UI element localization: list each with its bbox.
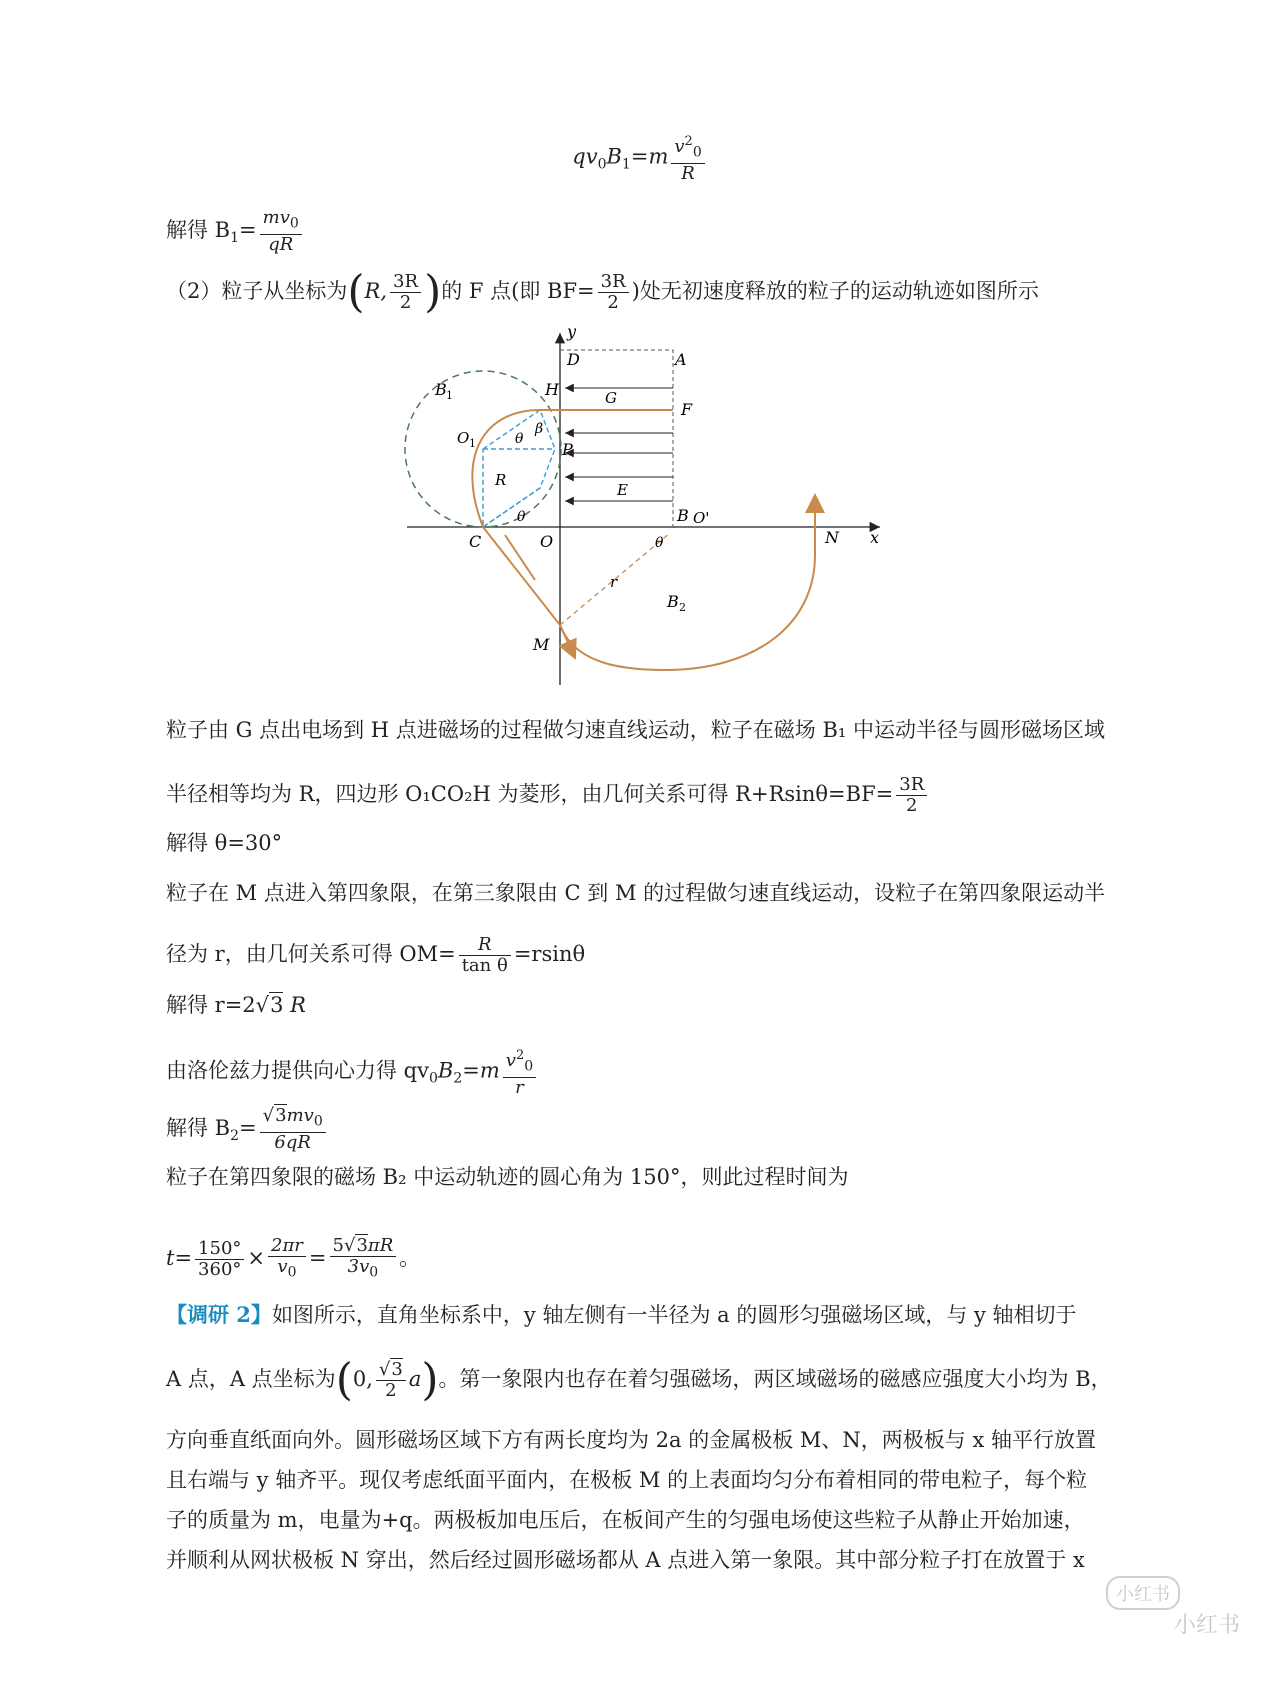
label-o: O [540,532,554,551]
label-e: E [617,481,628,499]
label-b2: B [667,592,679,611]
label-n: N [825,528,839,547]
label-x: x [870,528,880,547]
label-theta-3: θ [655,535,664,551]
question-tag: 【调研 2】 [166,1302,272,1327]
solution-theta: 解得 θ=30° [166,831,283,855]
label-m: M [533,635,550,654]
label-beta: β [535,421,544,437]
watermark-logo: 小红书 [1106,1576,1180,1610]
paragraph-3: 由洛伦兹力提供向心力得 $qv_0B_2=m$ $\frac{v^2_0}{r}$ [166,1046,539,1098]
label-y: y [567,325,577,341]
label-h: H [545,380,559,399]
paragraph-4: 粒子在第四象限的磁场 B₂ 中运动轨迹的圆心角为 150°，则此过程时间为 [166,1165,849,1189]
label-o1: O [457,429,470,447]
paragraph-1-line-1: 粒子由 G 点出电场到 H 点进磁场的过程做匀速直线运动，粒子在磁场 B₁ 中运动半径与圆形磁场区域 [166,718,1105,742]
label-r-small: r [610,573,618,591]
question-2-line-1: 【调研 2】如图所示，直角坐标系中，y 轴左侧有一半径为 a 的圆形匀强磁场区域，与 y 轴相切于 [166,1302,1077,1327]
label-b: B [677,506,689,525]
question-2-line-5: 子的质量为 m，电量为+q。两极板加电压后，在板间产生的匀强电场使这些粒子从静止开始加速， [166,1508,1085,1532]
paragraph-1-line-2: 半径相等均为 R，四边形 O₁CO₂H 为菱形，由几何关系可得 R+Rsinθ=BF= $\frac{3R}{2}$ [166,775,930,816]
solution-r: 解得 r=2√3 R [166,993,306,1017]
label-o-prime: O' [693,509,710,527]
question-2-line-2: A 点，A 点坐标为(0, $\frac{√3}{2}$ a)。第一象限内也存在着匀强磁场，两区域磁场的磁感应强度大小均为 B， [166,1354,1112,1406]
watermark-text: 小红书 [1173,1613,1240,1638]
label-a: A [675,350,687,369]
label-o1-sub: 1 [469,437,476,450]
label-b1-sub: 1 [446,389,453,402]
equation-force-b1: $qv_0B_1=m$ $\frac{v^2_0}{R}$ [0,132,1280,184]
label-p: P [562,440,573,459]
paragraph-2-line-1: 粒子在 M 点进入第四象限，在第三象限由 C 到 M 的过程做匀速直线运动，设粒子在第四象限运动半 [166,881,1106,905]
question-2-line-3: 方向垂直纸面向外。圆形磁场区域下方有两长度均为 2a 的金属极板 M、N，两极板与 x 轴平行放置 [166,1428,1096,1452]
label-d: D [567,350,580,369]
paragraph-2-line-2: 径为 r，由几何关系可得 OM= $\frac{R}{\text{tan θ}}$ =rsinθ [166,934,586,976]
label-theta-1: θ [515,431,524,447]
label-b1: B [435,380,447,399]
trajectory-diagram [395,325,905,705]
solution-b1: 解得 $B_1=$ $\frac{mv_0}{qR}$ [166,208,305,255]
equation-time: t= $\frac{150^\circ}{360^\circ}$ × $\frac{2\pi r}{v_0}$ = $\frac{5√3\pi R}{3v_0}$ 。 [166,1235,421,1281]
solution-b2: 解得 $B_2=$ $\frac{√3mv_0}{6qR}$ [166,1106,329,1153]
question-2-line-4: 且右端与 y 轴齐平。现仅考虑纸面平面内，在极板 M 的上表面均匀分布着相同的带电粒子，每个粒 [166,1468,1088,1492]
part2-statement: （2）粒子从坐标为(R, $\frac{3R}{2}$ )的 F 点(即 BF= $\frac{3R}{2}$ )处无初速度释放的粒子的运动轨迹如图所示 [166,266,1039,318]
label-c: C [469,532,482,551]
label-r-big: R [495,471,507,489]
label-b2-sub: 2 [679,601,686,614]
label-theta-2: θ [517,509,526,525]
label-f: F [681,400,693,419]
question-2-line-6: 并顺利从网状极板 N 穿出，然后经过圆形磁场都从 A 点进入第一象限。其中部分粒子打在放置于 x [166,1548,1085,1572]
label-g: G [605,389,617,407]
